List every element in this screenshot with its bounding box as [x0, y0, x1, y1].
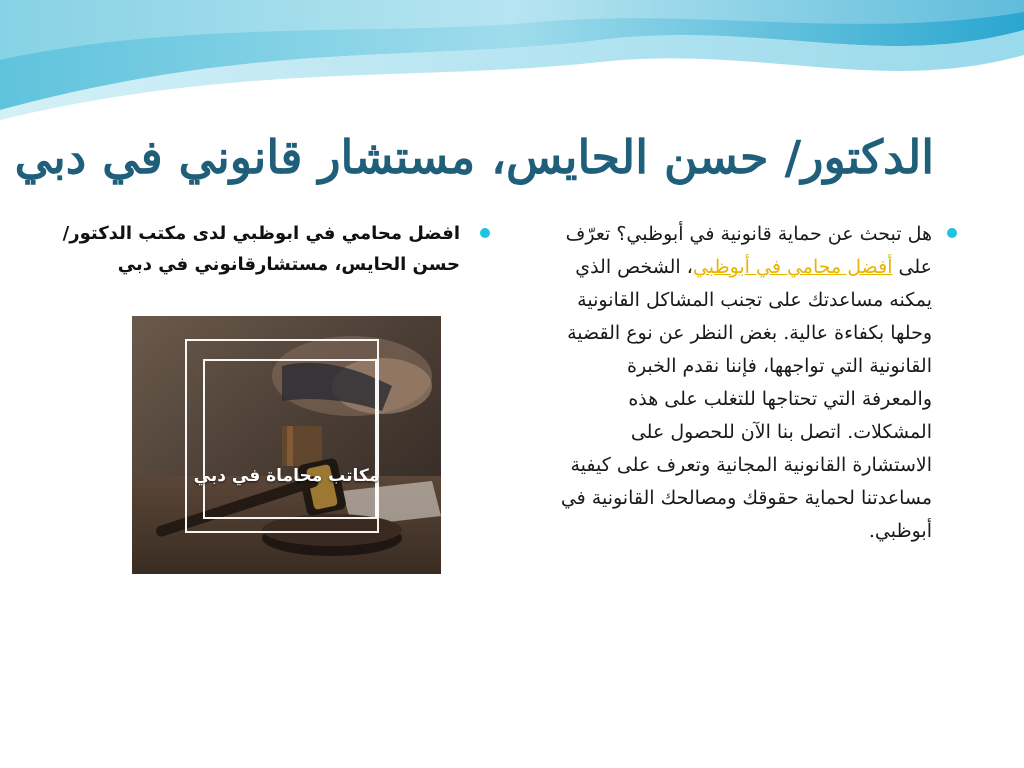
photo-caption: مكاتب محاماة في دبي	[193, 466, 380, 486]
left-heading: افضل محامي في ابوظبي لدى مكتب الدكتور/ حسن الحايس، مستشارقانوني في دبي	[62, 223, 460, 275]
body-text: ، الشخص الذي يمكنه مساعدتك على تجنب المشاكل القانونية وحلها بكفاءة عالية. بغض النظر عن نوع القضية القانونية التي تواجهها، فإننا نقدم الخبرة والمعرفة التي تحتاجها للتغلب على هذه المشكلات. اتصل بنا الآن للحصول على الاستشارة القانونية المجانية وتعرف على كيفية مساعدتنا لحماية حقوقك ومصالحك القانونية في أبوظبي.	[560, 256, 932, 542]
gavel-handshake-image	[132, 316, 441, 574]
bullet-dot	[480, 228, 490, 238]
bullet-dot	[947, 228, 957, 238]
left-text-column	[50, 218, 460, 280]
right-text-column	[552, 218, 932, 548]
best-lawyer-link[interactable]: أفضل محامي في أبوظبي	[692, 256, 893, 278]
law-office-photo	[132, 316, 441, 574]
slide-title: الدكتور/ حسن الحايس، مستشار قانوني في دبي	[14, 130, 934, 184]
intro-text: هل تبحث عن حماية قانونية في أبوظبي؟ تعرّف على	[565, 223, 932, 278]
header-wave-decoration	[0, 0, 1024, 130]
